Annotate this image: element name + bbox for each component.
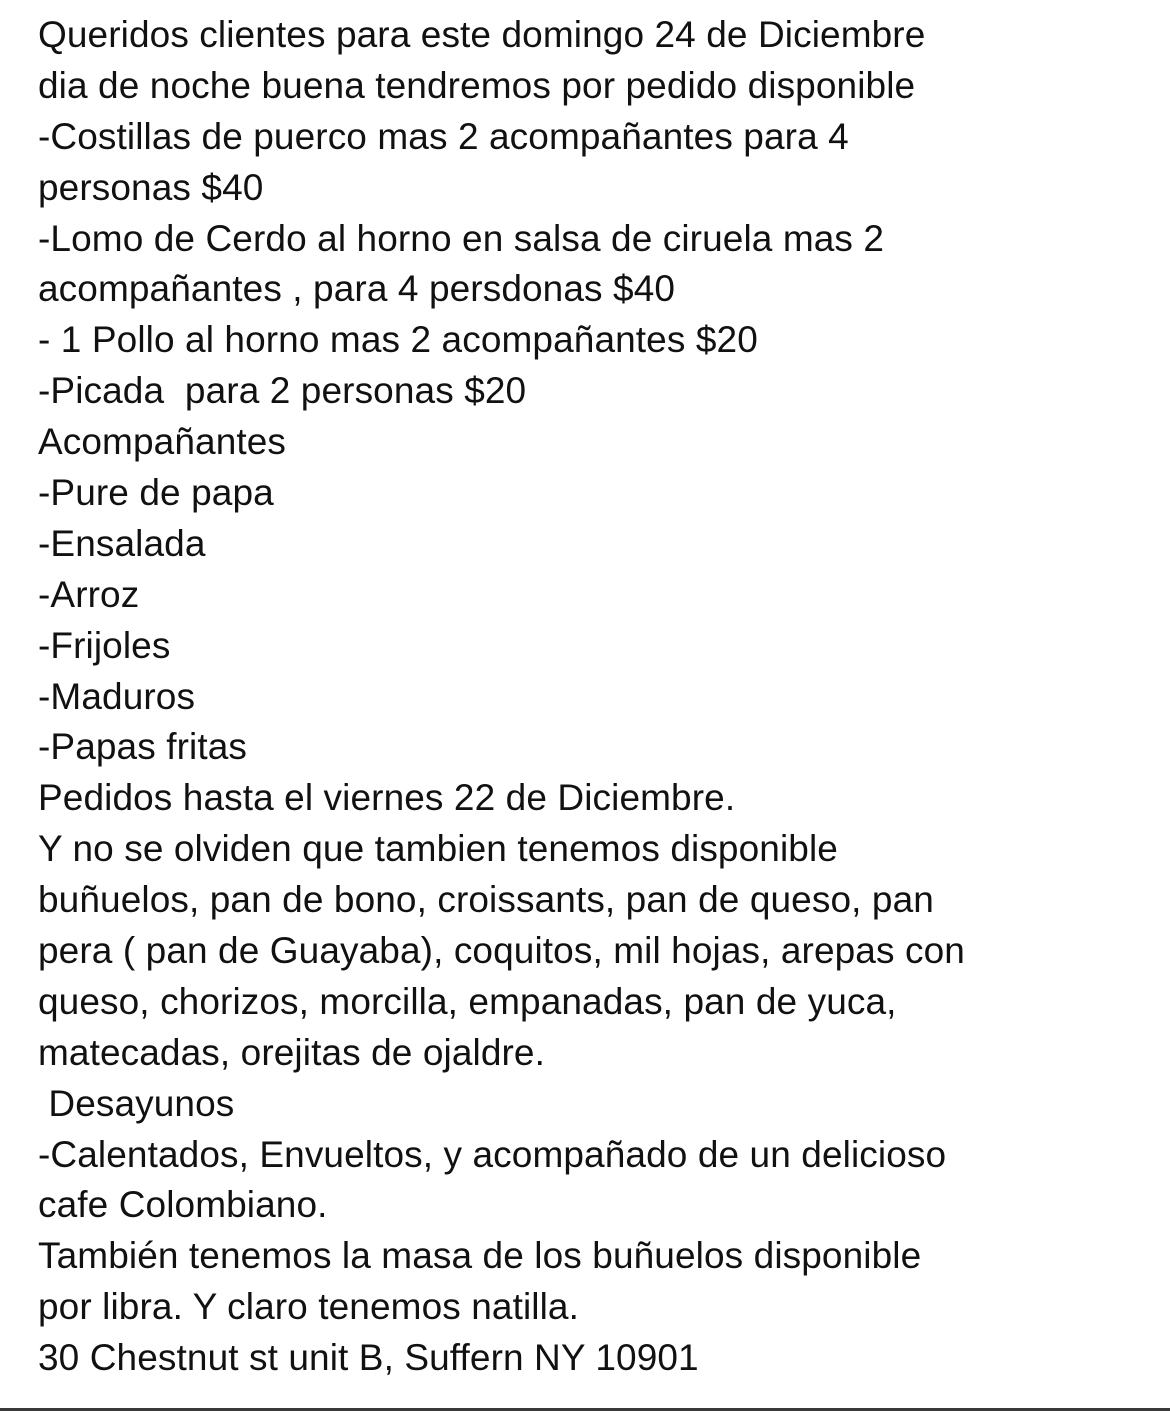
side-item-maduros: -Maduros <box>38 675 196 717</box>
side-item-ensalada: -Ensalada <box>38 522 206 564</box>
menu-item-picada: -Picada para 2 personas $20 <box>38 370 527 412</box>
bottom-divider <box>0 1408 1170 1411</box>
side-item-pure: -Pure de papa <box>38 472 274 514</box>
bakery-list-line-1: buñuelos, pan de bono, croissants, pan de queso, pan <box>38 879 934 921</box>
side-item-frijoles: -Frijoles <box>38 624 171 666</box>
side-item-arroz: -Arroz <box>38 573 140 615</box>
dough-available-line: También tenemos la masa de los buñuelos disponible <box>38 1235 922 1277</box>
menu-item-costillas: -Costillas de puerco mas 2 acompañantes para 4 <box>38 115 849 157</box>
greeting-line: Queridos clientes para este domingo 24 de Diciembre <box>38 14 926 55</box>
sides-heading: Acompañantes <box>38 421 287 463</box>
bakery-list-line-4: matecadas, orejitas de ojaldre. <box>38 1031 545 1073</box>
menu-item-lomo-price: acompañantes , para 4 persdonas $40 <box>38 268 676 310</box>
menu-item-lomo: -Lomo de Cerdo al horno en salsa de ciruela mas 2 <box>38 217 885 259</box>
menu-item-pollo: - 1 Pollo al horno mas 2 acompañantes $20 <box>38 319 758 361</box>
dough-available-cont: por libra. Y claro tenemos natilla. <box>38 1286 579 1328</box>
breakfast-item-cont: cafe Colombiano. <box>38 1184 328 1226</box>
bakery-list-line-2: pera ( pan de Guayaba), coquitos, mil hojas, arepas con <box>38 930 965 972</box>
order-deadline: Pedidos hasta el viernes 22 de Diciembre. <box>38 777 736 819</box>
side-item-papas-fritas: -Papas fritas <box>38 726 247 768</box>
post-text <box>38 10 1148 1384</box>
address-line: 30 Chestnut st unit B, Suffern NY 10901 <box>38 1337 699 1379</box>
also-available-line: Y no se olviden que tambien tenemos disponible <box>38 828 838 870</box>
breakfast-item: -Calentados, Envueltos, y acompañado de un delicioso <box>38 1133 947 1175</box>
breakfast-heading: Desayunos <box>38 1082 235 1124</box>
menu-item-costillas-price: personas $40 <box>38 166 264 208</box>
bakery-list-line-3: queso, chorizos, morcilla, empanadas, pan de yuca, <box>38 980 897 1022</box>
intro-line: dia de noche buena tendremos por pedido disponible <box>38 64 916 106</box>
